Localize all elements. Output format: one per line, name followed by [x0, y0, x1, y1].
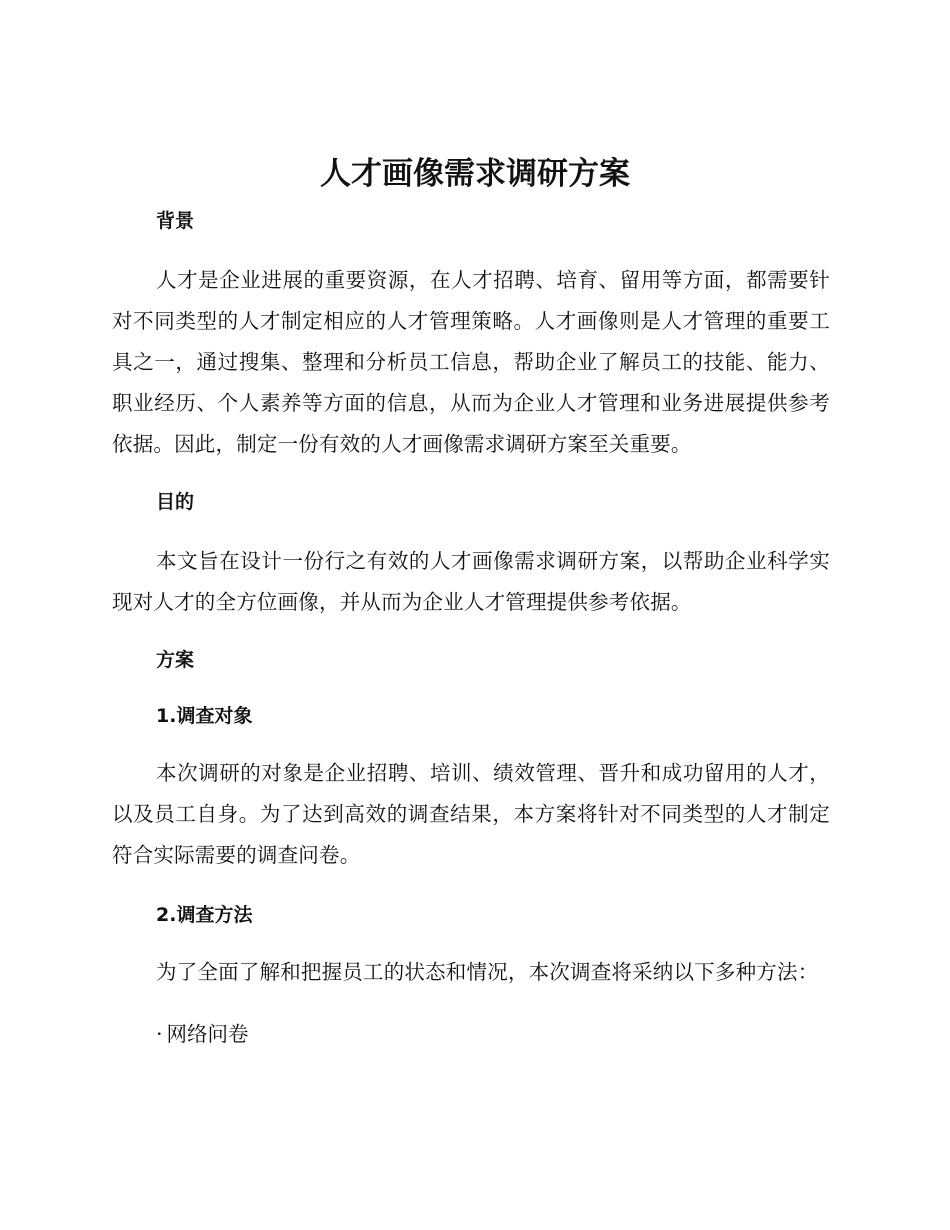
list-item	[112, 1019, 830, 1049]
paragraph-subject: 本次调研的对象是企业招聘、培训、绩效管理、晋升和成功留用的人才，以及员工自身。为了达到高效的调查结果，本方案将针对不同类型的人才制定符合实际需要的调查问卷。	[112, 761, 830, 867]
bullet-icon: ·	[156, 1022, 163, 1046]
section-heading-plan: 方案	[156, 649, 195, 671]
list-item-label: 网络问卷	[166, 1022, 249, 1046]
document-title: 人才画像需求调研方案	[320, 156, 630, 192]
paragraph-purpose: 本文旨在设计一份行之有效的人才画像需求调研方案，以帮助企业科学实现对人才的全方位画像，并从而为企业人才管理提供参考依据。	[112, 549, 830, 614]
section-heading-background: 背景	[156, 210, 195, 232]
subsection-heading-subject: 1.调查对象	[156, 705, 253, 727]
paragraph-background: 人才是企业进展的重要资源，在人才招聘、培育、留用等方面，都需要针对不同类型的人才制定相应的人才管理策略。人才画像则是人才管理的重要工具之一，通过搜集、整理和分析员工信息，帮助企业了解员工的技能、能力、职业经历、个人素养等方面的信息，从而为企业人才管理和业务进展提供参考依据。因此，制定一份有效的人才画像需求调研方案至关重要。	[112, 268, 830, 456]
section-heading-purpose: 目的	[156, 491, 195, 513]
subsection-heading-method: 2.调查方法	[156, 904, 253, 926]
paragraph-method: 为了全面了解和把握员工的状态和情况，本次调查将采纳以下多种方法：	[156, 960, 819, 984]
